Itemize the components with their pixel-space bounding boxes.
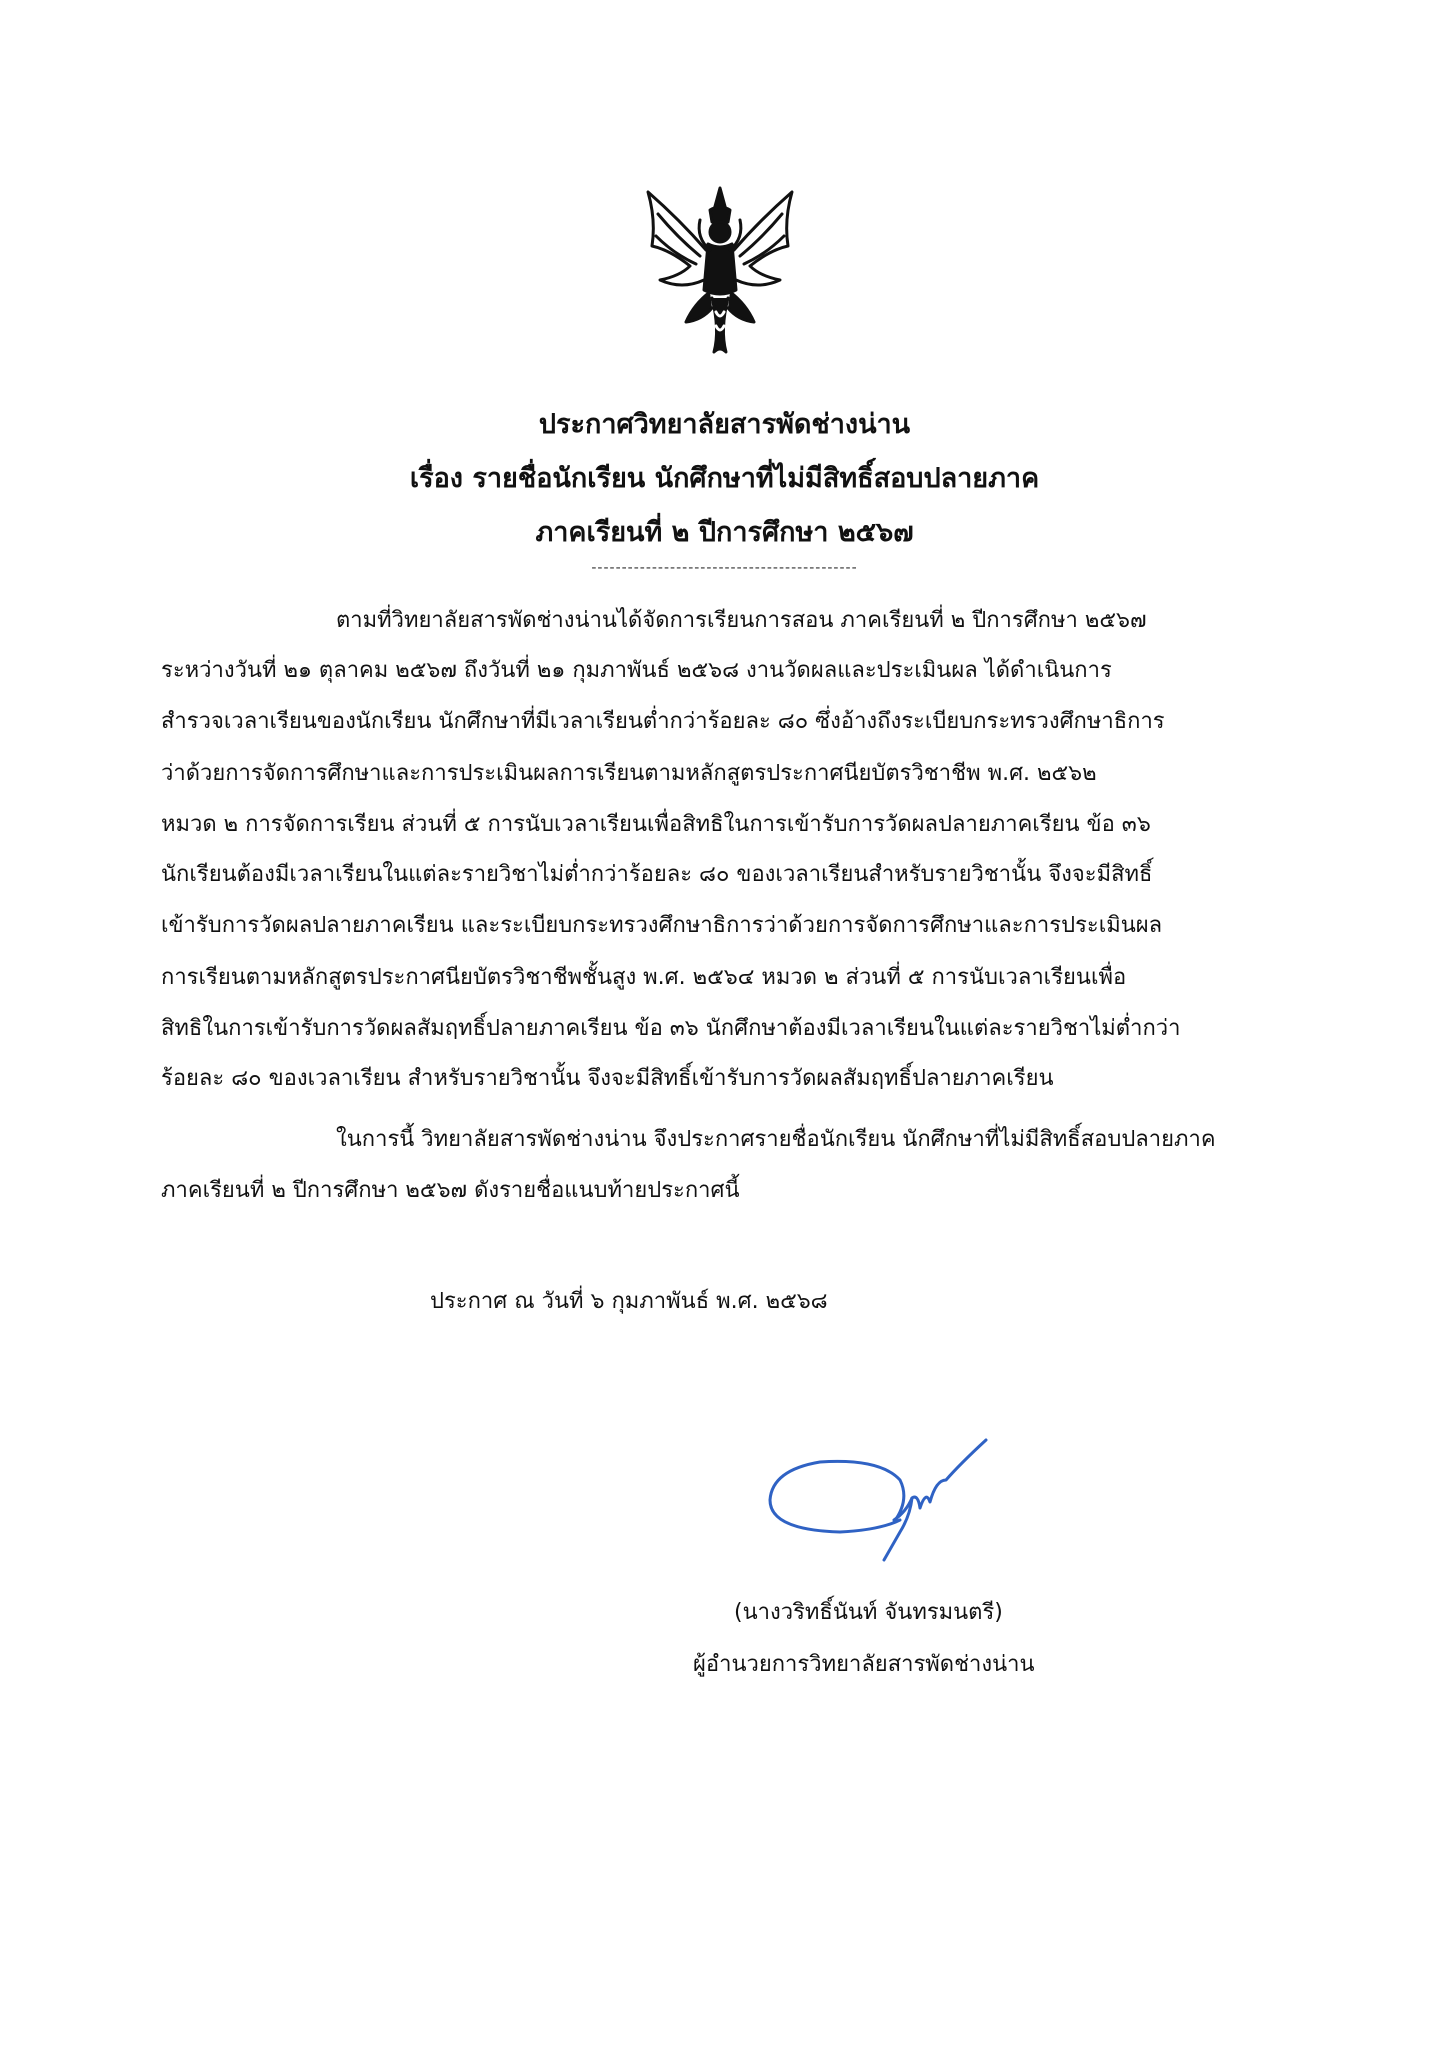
paragraph-line: สิทธิในการเข้ารับการวัดผลสัมฤทธิ์ปลายภาคเรียน ข้อ ๓๖ นักศึกษาต้องมีเวลาเรียนในแต่ละรายวิชาไม่ต่ำกว่า [161,1016,1181,1041]
paragraph-line: ภาคเรียนที่ ๒ ปีการศึกษา ๒๕๖๗ ดังรายชื่อแนบท้ายประกาศนี้ [161,1178,740,1203]
announcement-term: ภาคเรียนที่ ๒ ปีการศึกษา ๒๕๖๗ [535,517,914,548]
paragraph-line: การเรียนตามหลักสูตรประกาศนียบัตรวิชาชีพชั้นสูง พ.ศ. ๒๕๖๔ หมวด ๒ ส่วนที่ ๕ การนับเวลาเรียนเพื่อ [161,965,1127,990]
announcement-subject: เรื่อง รายชื่อนักเรียน นักศึกษาที่ไม่มีสิทธิ์สอบปลายภาค [409,463,1040,494]
paragraph-line: หมวด ๒ การจัดการเรียน ส่วนที่ ๕ การนับเวลาเรียนเพื่อสิทธิในการเข้ารับการวัดผลปลายภาคเรียน ข้อ ๓๖ [161,812,1151,837]
garuda-emblem-icon [630,180,810,360]
paragraph-line: สำรวจเวลาเรียนของนักเรียน นักศึกษาที่มีเวลาเรียนต่ำกว่าร้อยละ ๘๐ ซึ่งอ้างถึงระเบียบกระทรวงศึกษาธิการ [161,709,1165,734]
paragraph-line: ว่าด้วยการจัดการศึกษาและการประเมินผลการเรียนตามหลักสูตรประกาศนียบัตรวิชาชีพ พ.ศ. ๒๕๖๒ [161,761,1097,786]
announcement-heading: ประกาศวิทยาลัยสารพัดช่างน่าน [538,409,911,440]
paragraph-line: นักเรียนต้องมีเวลาเรียนในแต่ละรายวิชาไม่ต่ำกว่าร้อยละ ๘๐ ของเวลาเรียนสำหรับรายวิชานั้น จึงจะมีสิทธิ์ [161,862,1153,887]
paragraph-line: ตามที่วิทยาลัยสารพัดช่างน่านได้จัดการเรียนการสอน ภาคเรียนที่ ๒ ปีการศึกษา ๒๕๖๗ [336,608,1147,633]
signer-name: (นางวริทธิ์นันท์ จันทรมนตรี) [734,1600,1003,1625]
heading-divider: -------------------------------------------- [591,560,858,576]
paragraph-line: เข้ารับการวัดผลปลายภาคเรียน และระเบียบกระทรวงศึกษาธิการว่าด้วยการจัดการศึกษาและการประเมินผล [161,913,1163,938]
paragraph-line: ในการนี้ วิทยาลัยสารพัดช่างน่าน จึงประกาศรายชื่อนักเรียน นักศึกษาที่ไม่มีสิทธิ์สอบปลายภาค [336,1127,1216,1152]
signer-title: ผู้อำนวยการวิทยาลัยสารพัดช่างน่าน [693,1652,1035,1677]
announcement-date: ประกาศ ณ วันที่ ๖ กุมภาพันธ์ พ.ศ. ๒๕๖๘ [430,1289,828,1314]
paragraph-line: ระหว่างวันที่ ๒๑ ตุลาคม ๒๕๖๗ ถึงวันที่ ๒๑ กุมภาพันธ์ ๒๕๖๘ งานวัดผลและประเมินผล ได้ดำเนินการ [161,658,1112,683]
signature-image [760,1420,1000,1580]
paragraph-line: ร้อยละ ๘๐ ของเวลาเรียน สำหรับรายวิชานั้น จึงจะมีสิทธิ์เข้ารับการวัดผลสัมฤทธิ์ปลายภาคเรียน [161,1066,1054,1091]
